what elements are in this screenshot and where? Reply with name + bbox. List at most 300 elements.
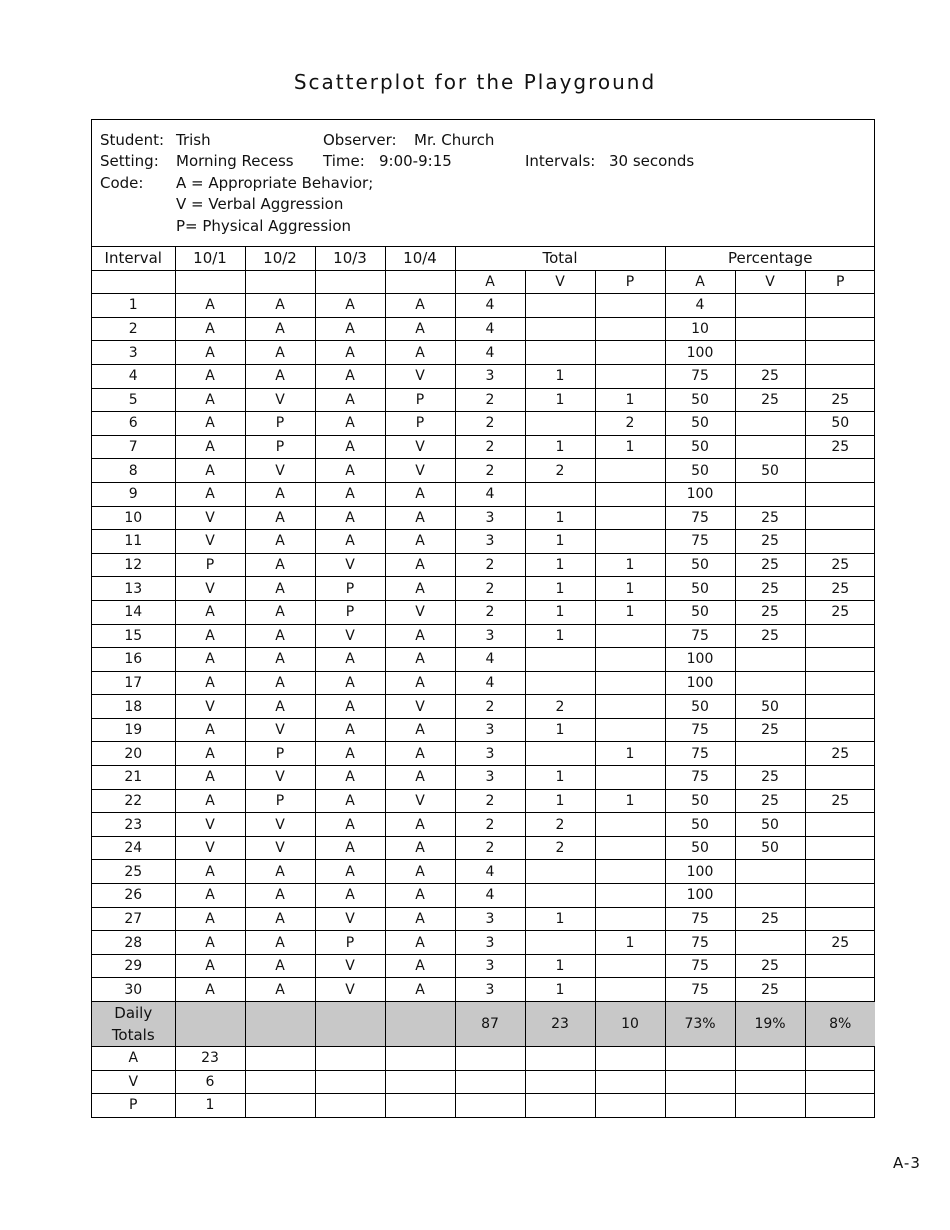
table-cell: A bbox=[175, 648, 245, 672]
table-cell bbox=[805, 1047, 875, 1071]
setting-label: Setting: bbox=[100, 152, 159, 170]
table-cell: A bbox=[315, 388, 385, 412]
table-cell: 25 bbox=[735, 624, 805, 648]
table-row bbox=[92, 954, 875, 978]
table-cell: A bbox=[385, 482, 455, 506]
row-label-cell: 13 bbox=[92, 577, 175, 601]
table-cell: 50 bbox=[665, 836, 735, 860]
table-cell bbox=[595, 1047, 665, 1071]
table-cell: 25 bbox=[735, 978, 805, 1002]
table-cell: A bbox=[315, 341, 385, 365]
table-cell bbox=[805, 907, 875, 931]
table-cell: 4 bbox=[455, 860, 525, 884]
table-row bbox=[92, 317, 875, 341]
table-row bbox=[92, 553, 875, 577]
table-cell bbox=[805, 459, 875, 483]
table-cell: A bbox=[315, 742, 385, 766]
setting-value: Morning Recess bbox=[176, 152, 294, 170]
table-row bbox=[92, 459, 875, 483]
table-cell bbox=[385, 1070, 455, 1094]
code-label: Code: bbox=[100, 174, 144, 192]
table-cell: A bbox=[385, 294, 455, 318]
summary-row bbox=[92, 1094, 875, 1117]
table-cell: 1 bbox=[525, 624, 595, 648]
table-cell: V bbox=[175, 577, 245, 601]
table-cell: P bbox=[315, 600, 385, 624]
table-cell bbox=[595, 341, 665, 365]
row-label-cell: 27 bbox=[92, 907, 175, 931]
table-cell: A bbox=[175, 884, 245, 908]
table-cell: A bbox=[175, 294, 245, 318]
row-label-cell: 18 bbox=[92, 695, 175, 719]
table-cell bbox=[525, 931, 595, 955]
table-cell bbox=[595, 506, 665, 530]
row-label-cell: 6 bbox=[92, 412, 175, 436]
table-cell: 2 bbox=[455, 600, 525, 624]
table-cell: 25 bbox=[735, 907, 805, 931]
table-cell: 25 bbox=[735, 577, 805, 601]
table-cell: 2 bbox=[455, 553, 525, 577]
table-cell bbox=[595, 648, 665, 672]
table-row bbox=[92, 294, 875, 318]
table-cell: V bbox=[175, 813, 245, 837]
table-cell: 50 bbox=[665, 388, 735, 412]
table-cell bbox=[595, 1094, 665, 1117]
intervals-value: 30 seconds bbox=[609, 152, 695, 170]
table-cell: A bbox=[175, 718, 245, 742]
observer-label: Observer: bbox=[323, 131, 397, 149]
table-cell: A bbox=[245, 671, 315, 695]
table-cell: 75 bbox=[665, 978, 735, 1002]
table-cell: V bbox=[385, 600, 455, 624]
row-label-cell: 14 bbox=[92, 600, 175, 624]
row-label-cell: 26 bbox=[92, 884, 175, 908]
table-cell: 50 bbox=[735, 695, 805, 719]
table-row bbox=[92, 530, 875, 554]
table-cell: 2 bbox=[455, 412, 525, 436]
row-label-cell: 30 bbox=[92, 978, 175, 1002]
blank-cell bbox=[92, 270, 175, 294]
table-cell bbox=[385, 1047, 455, 1071]
table-cell: V bbox=[175, 695, 245, 719]
table-cell: 3 bbox=[455, 364, 525, 388]
table-cell: 3 bbox=[455, 742, 525, 766]
table-cell: 75 bbox=[665, 364, 735, 388]
table-cell: 2 bbox=[455, 813, 525, 837]
table-cell: 75 bbox=[665, 742, 735, 766]
row-label-cell: 9 bbox=[92, 482, 175, 506]
table-cell bbox=[315, 1047, 385, 1071]
table-cell: 2 bbox=[595, 412, 665, 436]
table-cell: A bbox=[175, 435, 245, 459]
table-row bbox=[92, 978, 875, 1002]
table-cell bbox=[735, 412, 805, 436]
table-cell: 1 bbox=[525, 577, 595, 601]
table-cell bbox=[245, 1094, 315, 1117]
table-row bbox=[92, 482, 875, 506]
table-cell: 50 bbox=[665, 553, 735, 577]
row-label-cell: A bbox=[92, 1047, 175, 1071]
table-cell: 3 bbox=[455, 954, 525, 978]
table-cell: 75 bbox=[665, 624, 735, 648]
table-row bbox=[92, 624, 875, 648]
table-cell: V bbox=[385, 435, 455, 459]
table-cell bbox=[805, 978, 875, 1002]
form-info-block bbox=[92, 120, 874, 247]
table-cell: A bbox=[315, 695, 385, 719]
intervals-label: Intervals: bbox=[525, 152, 596, 170]
table-cell: 4 bbox=[455, 648, 525, 672]
table-cell: P bbox=[315, 931, 385, 955]
table-cell bbox=[595, 695, 665, 719]
table-cell: A bbox=[385, 624, 455, 648]
table-cell: A bbox=[245, 695, 315, 719]
table-cell: 50 bbox=[735, 813, 805, 837]
table-cell: V bbox=[245, 813, 315, 837]
table-cell: 2 bbox=[525, 695, 595, 719]
table-cell: 50 bbox=[665, 459, 735, 483]
table-cell: 4 bbox=[455, 671, 525, 695]
table-cell: A bbox=[385, 577, 455, 601]
table-row bbox=[92, 435, 875, 459]
table-cell bbox=[315, 1070, 385, 1094]
table-cell bbox=[595, 978, 665, 1002]
table-cell bbox=[805, 718, 875, 742]
table-cell: A bbox=[245, 482, 315, 506]
table-cell: A bbox=[245, 294, 315, 318]
table-cell bbox=[595, 482, 665, 506]
table-cell: 2 bbox=[455, 459, 525, 483]
table-cell bbox=[665, 1070, 735, 1094]
header-row bbox=[92, 247, 875, 270]
page-title: Scatterplot for the Playground bbox=[293, 70, 657, 94]
blank-cell bbox=[245, 270, 315, 294]
table-cell bbox=[595, 624, 665, 648]
table-cell bbox=[805, 530, 875, 554]
table-cell bbox=[595, 1070, 665, 1094]
table-cell bbox=[805, 695, 875, 719]
table-cell: A bbox=[315, 435, 385, 459]
table-cell: 100 bbox=[665, 860, 735, 884]
table-cell: 25 bbox=[735, 530, 805, 554]
table-cell: 50 bbox=[665, 813, 735, 837]
date-header: 10/4 bbox=[385, 247, 455, 270]
observer-value: Mr. Church bbox=[414, 131, 495, 149]
code-appropriate: A = Appropriate Behavior; bbox=[176, 174, 374, 192]
daily-total-cell bbox=[315, 1002, 385, 1047]
table-cell bbox=[735, 931, 805, 955]
table-cell: 2 bbox=[525, 459, 595, 483]
table-cell bbox=[455, 1070, 525, 1094]
table-cell bbox=[805, 482, 875, 506]
table-cell: 50 bbox=[665, 789, 735, 813]
table-cell: 1 bbox=[525, 435, 595, 459]
table-cell: A bbox=[385, 317, 455, 341]
daily-total-cell: 73% bbox=[665, 1002, 735, 1047]
table-cell bbox=[595, 530, 665, 554]
table-cell: 25 bbox=[805, 600, 875, 624]
table-cell: A bbox=[385, 506, 455, 530]
table-cell: 3 bbox=[455, 506, 525, 530]
table-row bbox=[92, 836, 875, 860]
table-cell: 3 bbox=[455, 718, 525, 742]
percent-a-header: A bbox=[665, 270, 735, 294]
table-cell bbox=[805, 954, 875, 978]
total-p-header: P bbox=[595, 270, 665, 294]
table-cell: A bbox=[175, 341, 245, 365]
table-cell: A bbox=[175, 317, 245, 341]
table-cell: 6 bbox=[175, 1070, 245, 1094]
table-cell: 4 bbox=[455, 317, 525, 341]
table-cell: A bbox=[315, 718, 385, 742]
row-label-cell: 1 bbox=[92, 294, 175, 318]
table-cell: P bbox=[385, 412, 455, 436]
table-cell: 25 bbox=[805, 577, 875, 601]
table-cell bbox=[805, 884, 875, 908]
observation-form bbox=[91, 119, 875, 1118]
table-cell: A bbox=[315, 412, 385, 436]
table-cell: A bbox=[315, 813, 385, 837]
table-cell: 3 bbox=[455, 978, 525, 1002]
table-cell bbox=[525, 317, 595, 341]
table-cell: A bbox=[315, 884, 385, 908]
table-cell: 25 bbox=[735, 600, 805, 624]
table-cell bbox=[525, 482, 595, 506]
table-cell: A bbox=[385, 648, 455, 672]
table-cell: 10 bbox=[665, 317, 735, 341]
table-cell: A bbox=[245, 506, 315, 530]
percent-v-header: V bbox=[735, 270, 805, 294]
table-cell: A bbox=[175, 954, 245, 978]
table-cell: V bbox=[245, 718, 315, 742]
table-cell bbox=[595, 294, 665, 318]
table-cell bbox=[735, 1094, 805, 1117]
student-label: Student: bbox=[100, 131, 165, 149]
percent-p-header: P bbox=[805, 270, 875, 294]
table-cell: 25 bbox=[735, 789, 805, 813]
table-cell bbox=[735, 671, 805, 695]
table-cell: P bbox=[175, 553, 245, 577]
daily-total-cell bbox=[385, 1002, 455, 1047]
row-label-cell: 16 bbox=[92, 648, 175, 672]
table-cell: A bbox=[245, 364, 315, 388]
table-cell: A bbox=[245, 931, 315, 955]
table-cell bbox=[595, 813, 665, 837]
row-label-cell: 17 bbox=[92, 671, 175, 695]
table-cell: A bbox=[385, 907, 455, 931]
table-cell: 100 bbox=[665, 884, 735, 908]
table-row bbox=[92, 648, 875, 672]
table-cell bbox=[805, 671, 875, 695]
row-label-cell: 7 bbox=[92, 435, 175, 459]
table-cell: 75 bbox=[665, 530, 735, 554]
table-cell: 4 bbox=[455, 884, 525, 908]
subheader-row bbox=[92, 270, 875, 294]
table-cell: V bbox=[315, 954, 385, 978]
table-cell: A bbox=[245, 600, 315, 624]
daily-total-cell bbox=[245, 1002, 315, 1047]
table-cell: A bbox=[315, 317, 385, 341]
row-label-cell: 3 bbox=[92, 341, 175, 365]
table-cell: A bbox=[245, 648, 315, 672]
table-row bbox=[92, 907, 875, 931]
interval-header: Interval bbox=[92, 247, 175, 270]
row-label-cell: 2 bbox=[92, 317, 175, 341]
table-cell: P bbox=[245, 435, 315, 459]
table-cell: 1 bbox=[525, 978, 595, 1002]
table-cell: 50 bbox=[665, 600, 735, 624]
table-cell: 1 bbox=[595, 931, 665, 955]
row-label-cell: 10 bbox=[92, 506, 175, 530]
table-cell: 25 bbox=[805, 553, 875, 577]
daily-total-cell bbox=[175, 1002, 245, 1047]
table-cell: A bbox=[315, 294, 385, 318]
table-cell: V bbox=[315, 907, 385, 931]
row-label-cell: 29 bbox=[92, 954, 175, 978]
table-cell bbox=[735, 317, 805, 341]
table-cell bbox=[805, 341, 875, 365]
table-cell: A bbox=[245, 341, 315, 365]
table-cell: 25 bbox=[805, 789, 875, 813]
table-cell: 25 bbox=[735, 766, 805, 790]
table-cell: P bbox=[245, 789, 315, 813]
table-cell bbox=[595, 907, 665, 931]
daily-total-cell: 87 bbox=[455, 1002, 525, 1047]
table-cell: A bbox=[245, 530, 315, 554]
table-cell bbox=[595, 766, 665, 790]
table-cell bbox=[525, 671, 595, 695]
table-cell: A bbox=[315, 530, 385, 554]
table-cell bbox=[595, 317, 665, 341]
table-cell bbox=[455, 1047, 525, 1071]
table-cell: P bbox=[245, 742, 315, 766]
page-number: A-3 bbox=[893, 1154, 921, 1172]
table-cell: A bbox=[175, 671, 245, 695]
table-cell: A bbox=[385, 671, 455, 695]
table-row bbox=[92, 789, 875, 813]
table-cell bbox=[735, 742, 805, 766]
table-cell: A bbox=[175, 789, 245, 813]
table-row bbox=[92, 813, 875, 837]
table-cell: 4 bbox=[455, 294, 525, 318]
table-cell: 50 bbox=[665, 435, 735, 459]
table-cell bbox=[525, 1070, 595, 1094]
table-cell: A bbox=[315, 506, 385, 530]
table-cell bbox=[805, 294, 875, 318]
daily-totals-label-line2: Totals bbox=[111, 1026, 155, 1044]
table-cell bbox=[525, 742, 595, 766]
table-cell bbox=[735, 435, 805, 459]
table-cell: 4 bbox=[455, 482, 525, 506]
student-value: Trish bbox=[176, 131, 211, 149]
table-cell: A bbox=[385, 836, 455, 860]
table-cell: 3 bbox=[455, 931, 525, 955]
table-cell: P bbox=[385, 388, 455, 412]
code-verbal: V = Verbal Aggression bbox=[176, 195, 344, 213]
daily-totals-label bbox=[92, 1002, 175, 1047]
table-row bbox=[92, 742, 875, 766]
table-cell bbox=[665, 1094, 735, 1117]
table-row bbox=[92, 671, 875, 695]
table-cell: A bbox=[385, 553, 455, 577]
table-cell: V bbox=[245, 766, 315, 790]
table-cell: 1 bbox=[525, 789, 595, 813]
table-cell: A bbox=[175, 742, 245, 766]
table-cell: 75 bbox=[665, 931, 735, 955]
table-cell: 2 bbox=[455, 388, 525, 412]
table-cell: A bbox=[175, 459, 245, 483]
table-cell: A bbox=[175, 364, 245, 388]
table-cell: 2 bbox=[525, 813, 595, 837]
table-cell: V bbox=[385, 789, 455, 813]
table-cell bbox=[455, 1094, 525, 1117]
table-cell: A bbox=[245, 954, 315, 978]
total-a-header: A bbox=[455, 270, 525, 294]
table-cell: A bbox=[385, 341, 455, 365]
table-cell: 4 bbox=[455, 341, 525, 365]
row-label-cell: 23 bbox=[92, 813, 175, 837]
total-header: Total bbox=[455, 247, 665, 270]
table-cell: 1 bbox=[525, 907, 595, 931]
table-cell: 2 bbox=[455, 695, 525, 719]
table-cell: 2 bbox=[455, 836, 525, 860]
table-cell: A bbox=[175, 766, 245, 790]
table-cell bbox=[595, 836, 665, 860]
row-label-cell: 25 bbox=[92, 860, 175, 884]
table-cell: 1 bbox=[595, 388, 665, 412]
table-cell bbox=[595, 860, 665, 884]
table-cell: 1 bbox=[595, 553, 665, 577]
table-cell: A bbox=[245, 860, 315, 884]
table-cell: A bbox=[385, 978, 455, 1002]
table-cell: 1 bbox=[595, 600, 665, 624]
table-cell: 3 bbox=[455, 766, 525, 790]
table-cell bbox=[735, 1070, 805, 1094]
table-row bbox=[92, 412, 875, 436]
table-cell bbox=[665, 1047, 735, 1071]
table-cell bbox=[315, 1094, 385, 1117]
table-cell: 1 bbox=[525, 506, 595, 530]
time-label: Time: bbox=[323, 152, 365, 170]
row-label-cell: 21 bbox=[92, 766, 175, 790]
table-cell: A bbox=[385, 766, 455, 790]
table-cell bbox=[525, 412, 595, 436]
table-cell: 25 bbox=[805, 435, 875, 459]
table-cell: V bbox=[385, 459, 455, 483]
daily-total-cell: 19% bbox=[735, 1002, 805, 1047]
table-cell: 1 bbox=[525, 553, 595, 577]
table-row bbox=[92, 341, 875, 365]
table-cell: 25 bbox=[805, 742, 875, 766]
table-row bbox=[92, 860, 875, 884]
row-label-cell: V bbox=[92, 1070, 175, 1094]
table-cell: V bbox=[175, 506, 245, 530]
table-cell bbox=[595, 671, 665, 695]
table-cell: 75 bbox=[665, 718, 735, 742]
table-cell: 2 bbox=[455, 789, 525, 813]
table-cell: 2 bbox=[455, 435, 525, 459]
table-cell: 50 bbox=[665, 695, 735, 719]
table-cell: A bbox=[315, 789, 385, 813]
table-cell: P bbox=[245, 412, 315, 436]
table-cell: A bbox=[385, 954, 455, 978]
table-cell: A bbox=[385, 884, 455, 908]
daily-totals-label-line1: Daily bbox=[114, 1004, 153, 1022]
table-cell: A bbox=[175, 412, 245, 436]
table-cell: A bbox=[315, 860, 385, 884]
table-row bbox=[92, 388, 875, 412]
table-cell: 23 bbox=[175, 1047, 245, 1071]
